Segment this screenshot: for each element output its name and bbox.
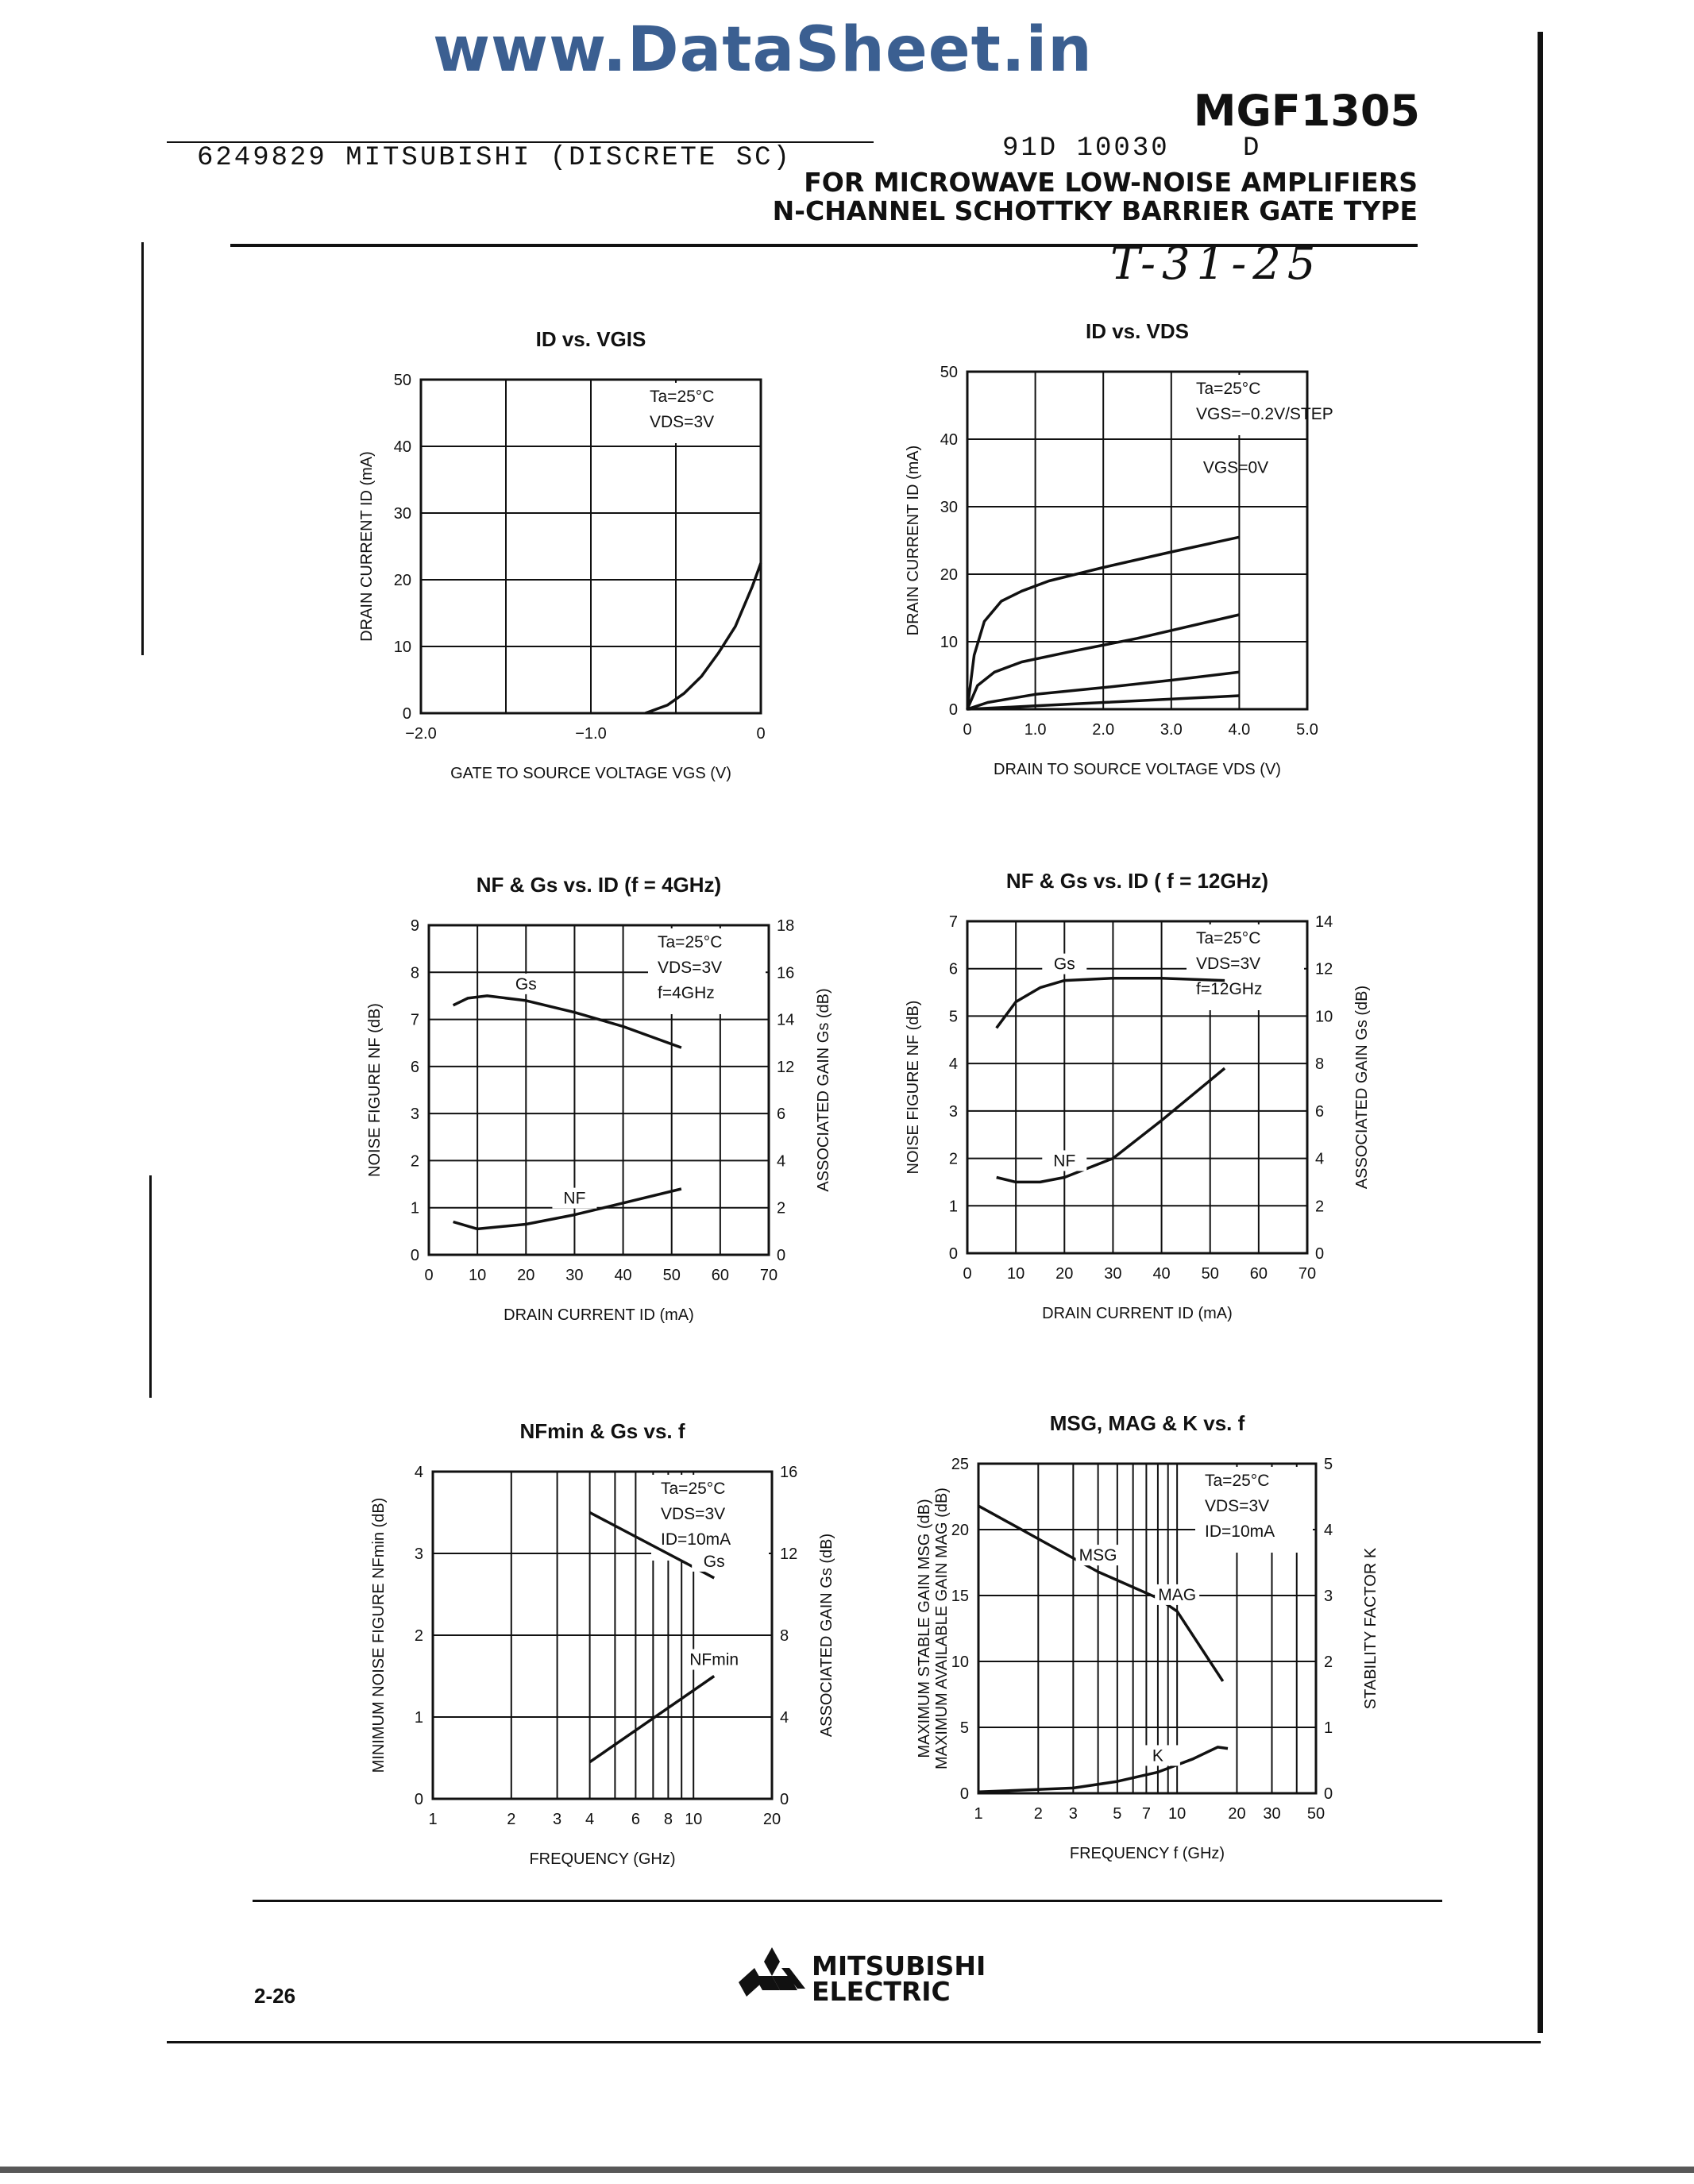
x-tick-label: 5.0	[1296, 721, 1318, 739]
chart-title: ID vs. VDS	[1085, 319, 1190, 343]
condition-text: Ta=25°C	[1196, 929, 1261, 947]
x-tick-label: 50	[1306, 1805, 1325, 1823]
x-tick-label: 10	[1007, 1265, 1025, 1283]
x-tick-label: 5	[1113, 1805, 1122, 1823]
series-line-0	[646, 563, 762, 713]
chart-nfmin_gs_f	[370, 1419, 835, 1868]
series-line-k	[978, 1747, 1228, 1792]
x-tick-label: 7	[1141, 1805, 1151, 1823]
y-axis-label: NOISE FIGURE NF (dB)	[366, 1003, 384, 1177]
y-right-tick-label: 6	[777, 1106, 786, 1124]
y-tick-label: 10	[951, 1653, 969, 1671]
y-right-axis-label: ASSOCIATED GAIN Gs (dB)	[815, 988, 832, 1192]
x-tick-label: 0	[963, 721, 972, 739]
chart-title: NF & Gs vs. ID (f = 4GHz)	[476, 873, 722, 897]
y-tick-label: 0	[959, 1785, 969, 1803]
condition-text: VDS=3V	[1196, 955, 1261, 973]
y-tick-label: 7	[410, 1011, 419, 1029]
condition-text: VDS=3V	[650, 413, 715, 431]
chart-msg_mag_k_f	[916, 1411, 1380, 1862]
y-right-tick-label: 0	[1315, 1245, 1325, 1263]
y-tick-label: 1	[414, 1709, 423, 1727]
document-code: 91D 10030	[1002, 133, 1170, 164]
series-label-mag: MAG	[1158, 1585, 1197, 1604]
y-tick-label: 3	[414, 1545, 423, 1563]
x-tick-label: 60	[711, 1267, 729, 1284]
y-tick-label: 9	[410, 917, 419, 935]
y-right-tick-label: 5	[1324, 1456, 1333, 1473]
y-right-tick-label: 8	[780, 1627, 789, 1645]
y-right-axis-label: STABILITY FACTOR K	[1362, 1547, 1380, 1710]
y-right-tick-label: 4	[1324, 1522, 1333, 1539]
y-right-tick-label: 6	[1315, 1102, 1325, 1121]
y-right-tick-label: 2	[1315, 1198, 1325, 1216]
y-right-tick-label: 8	[1315, 1055, 1325, 1074]
watermark-text: www.DataSheet.in	[433, 14, 1093, 86]
condition-text: VDS=3V	[1205, 1497, 1270, 1515]
x-tick-label: 3.0	[1160, 721, 1183, 739]
x-tick-label: 40	[1152, 1265, 1171, 1283]
series-label-gs: Gs	[703, 1552, 725, 1571]
y-tick-label: 0	[414, 1791, 423, 1808]
condition-text: VDS=3V	[661, 1505, 726, 1523]
y-axis-label: NOISE FIGURE NF (dB)	[905, 1000, 922, 1175]
y-right-tick-label: 0	[777, 1247, 786, 1264]
x-tick-label: 1.0	[1024, 721, 1047, 739]
y-tick-label: 3	[948, 1102, 958, 1121]
x-axis-label: DRAIN CURRENT ID (mA)	[504, 1306, 694, 1324]
y-right-axis-label: ASSOCIATED GAIN Gs (dB)	[1353, 985, 1371, 1190]
chart-title: MSG, MAG & K vs. f	[1049, 1411, 1245, 1435]
x-tick-label: 1	[428, 1811, 438, 1828]
x-tick-label: 1	[974, 1805, 983, 1823]
condition-text: Ta=25°C	[661, 1480, 726, 1498]
x-axis-label: DRAIN CURRENT ID (mA)	[1042, 1305, 1233, 1322]
y-tick-label: 3	[410, 1106, 419, 1124]
y-tick-label: 1	[948, 1198, 958, 1216]
y-right-tick-label: 12	[777, 1058, 795, 1076]
y-right-tick-label: 14	[1315, 913, 1333, 931]
x-tick-label: 10	[1168, 1805, 1187, 1823]
condition-text: Ta=25°C	[658, 933, 723, 951]
y-right-tick-label: 12	[780, 1545, 798, 1563]
y-tick-label: 4	[948, 1055, 958, 1074]
condition-text: f=4GHz	[658, 984, 715, 1002]
chart-nf_gs_12ghz	[905, 869, 1371, 1322]
x-tick-label: −2.0	[405, 725, 437, 743]
y-tick-label: 10	[393, 639, 411, 656]
page-number: 2-26	[254, 1984, 296, 2008]
y-tick-label: 0	[410, 1247, 419, 1264]
y-tick-label: 50	[940, 364, 958, 381]
x-axis-label: FREQUENCY f (GHz)	[1069, 1845, 1225, 1862]
condition-text: f=12GHz	[1196, 980, 1263, 998]
annotation-text: VGS=0V	[1202, 458, 1269, 477]
x-tick-label: 20	[517, 1267, 535, 1284]
y-axis-label: DRAIN CURRENT ID (mA)	[905, 445, 922, 636]
chart-title: NF & Gs vs. ID ( f = 12GHz)	[1005, 869, 1269, 893]
x-tick-label: 30	[1104, 1265, 1122, 1283]
y-right-tick-label: 4	[1315, 1150, 1325, 1168]
y-tick-label: 20	[940, 566, 958, 584]
x-tick-label: 50	[662, 1267, 681, 1284]
y-axis-label-2: MAXIMUM AVAILABLE GAIN MAG (dB)	[933, 1488, 951, 1769]
x-tick-label: 20	[1228, 1805, 1246, 1823]
y-axis-label: MAXIMUM STABLE GAIN MSG (dB)	[916, 1499, 933, 1758]
y-tick-label: 2	[948, 1150, 958, 1168]
chart-nf_gs_4ghz	[366, 873, 832, 1324]
x-axis-label: FREQUENCY (GHz)	[529, 1850, 676, 1868]
x-tick-label: 70	[759, 1267, 778, 1284]
document-revision: D	[1243, 133, 1260, 164]
x-tick-label: 8	[663, 1811, 673, 1828]
x-tick-label: 2	[1033, 1805, 1043, 1823]
y-tick-label: 2	[410, 1152, 419, 1171]
brand-line-2: ELECTRIC	[812, 1976, 951, 2007]
y-right-tick-label: 4	[777, 1152, 786, 1171]
y-right-tick-label: 1	[1324, 1719, 1333, 1737]
series-line-nf	[997, 1068, 1225, 1182]
y-tick-label: 40	[940, 431, 958, 449]
part-number: MGF1305	[1193, 86, 1420, 136]
x-tick-label: −1.0	[575, 725, 607, 743]
y-right-tick-label: 14	[777, 1011, 795, 1029]
y-tick-label: 10	[940, 634, 958, 651]
x-tick-label: 0	[424, 1267, 434, 1284]
x-tick-label: 30	[565, 1267, 584, 1284]
y-tick-label: 0	[402, 705, 411, 723]
condition-text: VDS=3V	[658, 959, 723, 977]
x-tick-label: 2.0	[1092, 721, 1115, 739]
x-tick-label: 6	[631, 1811, 640, 1828]
y-right-axis-label: ASSOCIATED GAIN Gs (dB)	[818, 1533, 835, 1738]
condition-text: Ta=25°C	[1205, 1472, 1270, 1490]
x-tick-label: 10	[469, 1267, 487, 1284]
series-line-msg	[978, 1506, 1158, 1598]
x-tick-label: 4.0	[1228, 721, 1251, 739]
x-tick-label: 70	[1298, 1265, 1317, 1283]
x-tick-label: 30	[1263, 1805, 1281, 1823]
x-tick-label: 2	[507, 1811, 516, 1828]
y-tick-label: 6	[410, 1058, 419, 1076]
handwritten-note: T-31-25	[1110, 238, 1322, 290]
series-label-nfmin: NFmin	[689, 1650, 739, 1669]
y-right-tick-label: 0	[780, 1791, 789, 1808]
x-tick-label: 20	[1055, 1265, 1074, 1283]
y-right-tick-label: 0	[1324, 1785, 1333, 1803]
x-tick-label: 4	[585, 1811, 595, 1828]
y-tick-label: 5	[959, 1719, 969, 1737]
condition-text: ID=10mA	[661, 1530, 731, 1549]
chart-title: NFmin & Gs vs. f	[519, 1419, 685, 1443]
series-label-nf: NF	[563, 1189, 586, 1208]
x-tick-label: 40	[614, 1267, 632, 1284]
series-line-nfmin	[590, 1677, 715, 1762]
y-axis-label: DRAIN CURRENT ID (mA)	[358, 451, 376, 642]
header-code-line: 6249829 MITSUBISHI (DISCRETE SC)	[197, 143, 792, 173]
x-tick-label: 60	[1249, 1265, 1268, 1283]
chart-id_vgs	[358, 327, 766, 782]
series-label-k: K	[1152, 1746, 1163, 1765]
x-axis-label: DRAIN TO SOURCE VOLTAGE VDS (V)	[994, 761, 1281, 778]
x-tick-label: 50	[1201, 1265, 1219, 1283]
subtitle-line-1: FOR MICROWAVE LOW-NOISE AMPLIFIERS	[804, 167, 1418, 198]
x-tick-label: 0	[756, 725, 766, 743]
x-tick-label: 20	[762, 1811, 781, 1828]
x-tick-label: 3	[553, 1811, 562, 1828]
y-tick-label: 8	[410, 964, 419, 982]
condition-text: VGS=−0.2V/STEP	[1196, 405, 1333, 423]
x-tick-label: 0	[963, 1265, 972, 1283]
y-tick-label: 20	[951, 1522, 969, 1539]
series-label-gs: Gs	[515, 974, 537, 994]
condition-text: ID=10mA	[1205, 1522, 1275, 1541]
y-tick-label: 7	[948, 913, 958, 931]
y-right-tick-label: 18	[777, 917, 795, 935]
y-tick-label: 1	[410, 1199, 419, 1217]
y-right-tick-label: 2	[1324, 1653, 1333, 1671]
x-axis-label: GATE TO SOURCE VOLTAGE VGS (V)	[450, 765, 731, 782]
y-right-tick-label: 16	[777, 964, 795, 982]
series-line-gs	[453, 996, 681, 1048]
y-tick-label: 6	[948, 960, 958, 978]
x-tick-label: 3	[1068, 1805, 1078, 1823]
y-tick-label: 50	[393, 372, 411, 389]
y-tick-label: 4	[414, 1464, 423, 1481]
series-label-nf: NF	[1053, 1152, 1076, 1171]
y-tick-label: 0	[948, 701, 958, 719]
y-tick-label: 30	[393, 505, 411, 523]
y-tick-label: 25	[951, 1456, 969, 1473]
y-axis-label: MINIMUM NOISE FIGURE NFmin (dB)	[370, 1497, 388, 1773]
y-tick-label: 20	[393, 572, 411, 589]
x-tick-label: 10	[685, 1811, 703, 1828]
y-tick-label: 40	[393, 438, 411, 456]
series-label-msg: MSG	[1079, 1546, 1117, 1565]
series-label-gs: Gs	[1053, 955, 1075, 974]
chart-title: ID vs. VGIS	[535, 327, 646, 351]
y-tick-label: 15	[951, 1588, 969, 1605]
condition-text: Ta=25°C	[650, 388, 715, 406]
y-tick-label: 5	[948, 1008, 958, 1026]
brand-line-1: MITSUBISHI	[812, 1951, 986, 1981]
y-tick-label: 30	[940, 499, 958, 516]
y-right-tick-label: 4	[780, 1709, 789, 1727]
condition-text: Ta=25°C	[1196, 380, 1261, 398]
y-right-tick-label: 3	[1324, 1588, 1333, 1605]
subtitle-line-2: N-CHANNEL SCHOTTKY BARRIER GATE TYPE	[772, 195, 1418, 226]
y-right-tick-label: 16	[780, 1464, 798, 1481]
y-tick-label: 0	[948, 1245, 958, 1263]
y-right-tick-label: 2	[777, 1199, 786, 1217]
y-tick-label: 2	[414, 1627, 423, 1645]
y-right-tick-label: 12	[1315, 960, 1333, 978]
y-right-tick-label: 10	[1315, 1008, 1333, 1026]
chart-id_vds	[905, 319, 1333, 778]
